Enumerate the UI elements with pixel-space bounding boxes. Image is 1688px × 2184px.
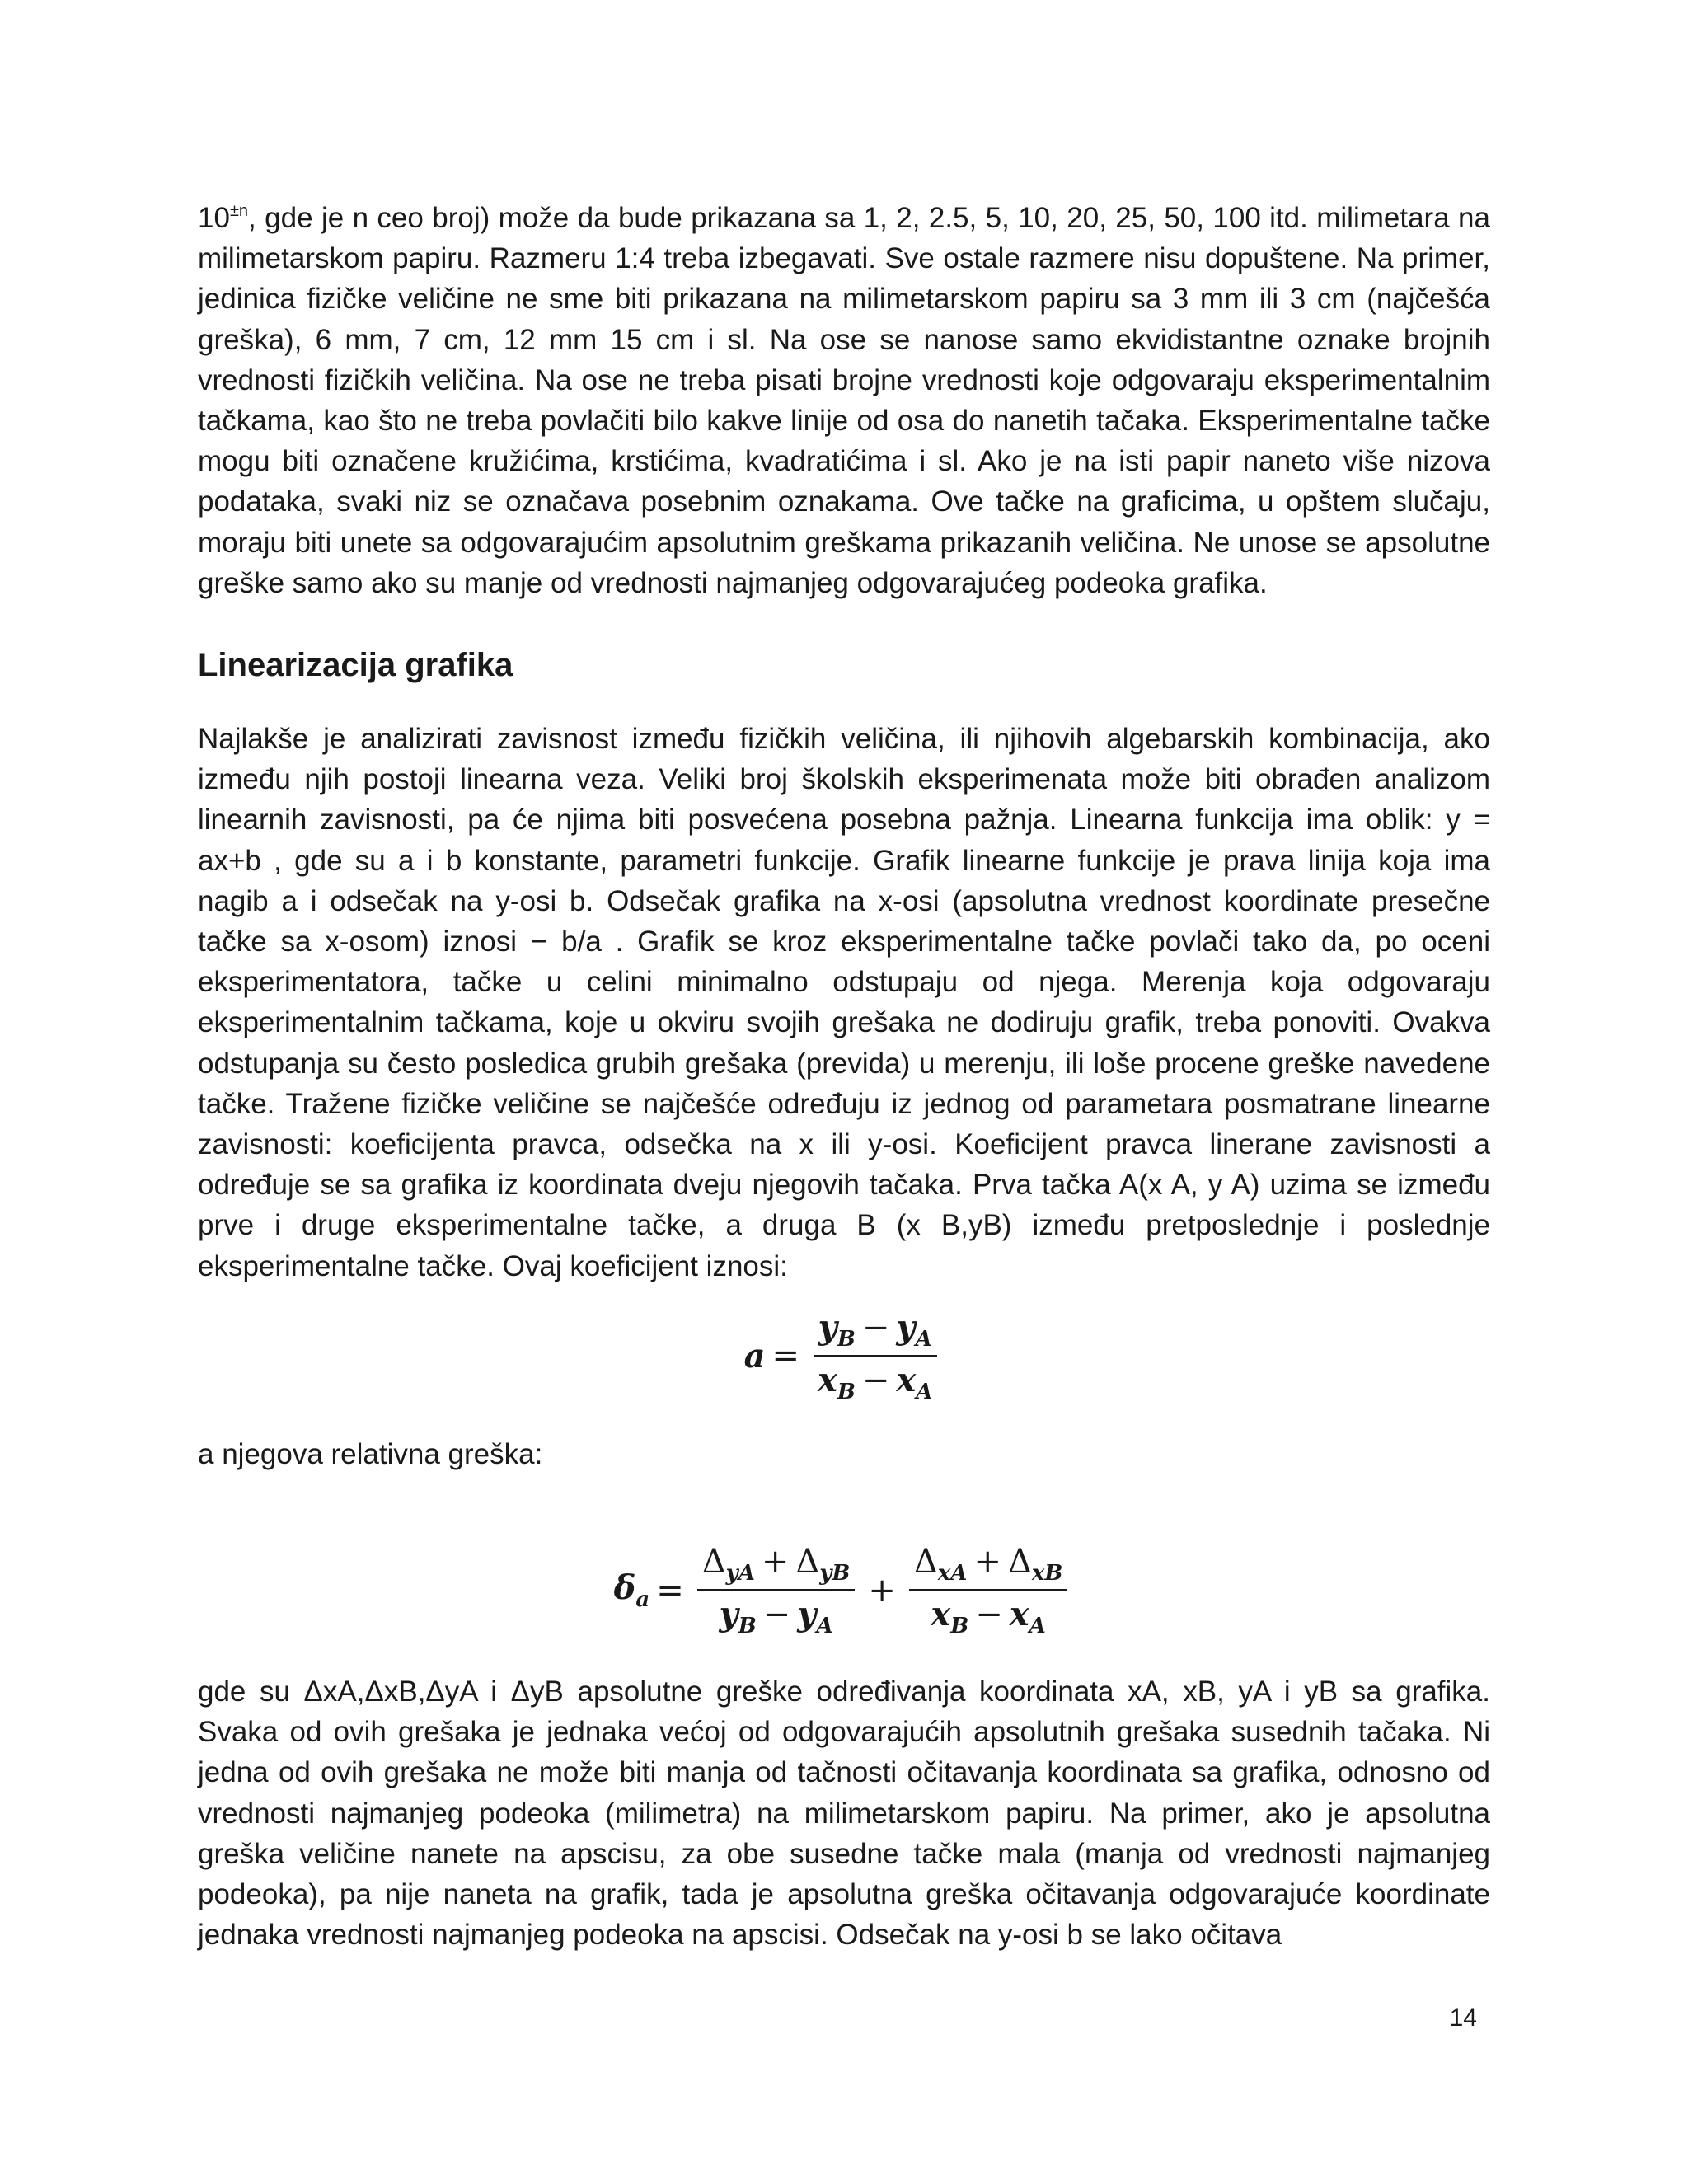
fraction [813,1308,937,1404]
var: x [896,1360,917,1399]
var: y [818,1307,837,1347]
superscript: ±n [229,202,249,220]
plus-sign: + [868,1571,896,1610]
subscript: A [915,1326,932,1352]
delta-symbol: Δ [701,1543,726,1582]
subscript: xB [1031,1561,1063,1586]
subscript: B [950,1614,969,1639]
numerator [697,1542,856,1591]
minus-sign: − [762,1596,791,1634]
paragraph-error-explanation: gde su ΔxA,ΔxB,ΔyA i ΔyB apsolutne greške određivanja koordinata xA, xB, yA i yB sa grafika. Svaka od ovih grešaka je jednaka većoj od odgovarajućih apsolutnih grešaka susednih tačaka. Ni jedna od ovih grešaka ne može biti manja od tačnosti očitavanja koordinata sa grafika, odnosno od vrednosti najmanjeg podeoka (milimetra) na milimetarskom papiru. Na primer, ako je apsolutna greška veličine nanete na apscisu, za obe susedne tačke mala (manja od vrednosti najmanjeg podeoka), pa nije naneta na grafik, tada je apsolutna greška očitavanja odgovarajuće koordinate jednaka vrednosti najmanjeg podeoka na apscisi. Odsečak na y-osi b se lako očitava [198,1675,1490,1952]
numerator [814,1308,937,1357]
var: y [719,1595,738,1634]
subscript: A [816,1614,833,1639]
denominator [813,1357,937,1404]
minus-sign: − [975,1596,1003,1634]
plus-sign: + [973,1543,1001,1582]
subscript: B [837,1326,856,1352]
equals-sign: = [656,1571,684,1610]
formula-slope [198,1308,1490,1404]
var: y [896,1307,916,1347]
section-heading: Linearizacija grafika [198,647,513,684]
paragraph-prefix: 10 [198,202,230,234]
var: x [1009,1595,1029,1634]
subscript: xA [937,1561,968,1586]
subscript: A [1029,1614,1046,1639]
plus-sign: + [761,1543,790,1582]
fraction-2 [909,1542,1067,1638]
var: x [931,1595,951,1634]
subscript: yA [725,1561,755,1586]
delta-symbol: Δ [1007,1543,1032,1582]
document-page [198,191,1490,1956]
paragraph-scale-rules [198,191,1490,603]
minus-sign: − [861,1361,890,1399]
var: y [797,1595,817,1634]
var: δ [613,1568,636,1608]
subscript: a [635,1587,650,1613]
minus-sign: − [861,1308,890,1347]
numerator [909,1542,1067,1591]
subscript: B [738,1614,757,1639]
denominator [714,1591,837,1638]
denominator [926,1591,1050,1638]
subscript: A [916,1379,933,1404]
formula-lhs: a [743,1336,766,1376]
subscript: B [837,1379,856,1404]
paragraph-relative-error: a njegova relativna greška: [198,1437,543,1470]
formula-lhs [614,1568,650,1612]
subscript: yB [819,1561,851,1586]
delta-symbol: Δ [795,1543,820,1582]
paragraph-linearization: Najlakše je analizirati zavisnost između fizičkih veličina, ili njihovih algebarskih kombinacija, ako između njih postoji linearna veza. Veliki broj školskih eksperimenata može biti obrađen analizom linearnih zavisnosti, pa će njima biti posvećena posebna pažnja. Linearna funkcija ima oblik: y = ax+b , gde su a i b konstante, parametri funkcije. Grafik linearne funkcije je prava linija koja ima nagib a i odsečak na y-osi b. Odsečak grafika na x-osi (apsolutna vrednost koordinate presečne tačke sa x-osom) iznosi − b/a . Grafik se kroz eksperimentalne tačke povlači tako da, po oceni eksperimentatora, tačke u celini minimalno odstupaju od njega. Merenja koja odgovaraju eksperimentalnim tačkama, koje u okviru svojih grešaka ne dodiruju grafik, treba ponoviti. Ovakva odstupanja su često posledica grubih grešaka (previda) u merenju, ili loše procene greške navedene tačke. Tražene fizičke veličine se najčešće određuju iz jednog od parametara posmatrane linearne zavisnosti: koeficijenta pravca, odsečka na x ili y-osi. Koeficijent pravca linerane zavisnosti a određuje se sa grafika iz koordinata dveju njegovih tačaka. Prva tačka A(x A, y A) uzima se između prve i druge eksperimentalne tačke, a druga B (x B,yB) između pretposlednje i poslednje eksperimentalne tačke. Ovaj koeficijent iznosi: [198,723,1490,1282]
page-number: 14 [1449,2004,1477,2032]
delta-symbol: Δ [913,1543,938,1582]
var: x [818,1360,837,1399]
paragraph-text: , gde je n ceo broj) može da bude prikazana sa 1, 2, 2.5, 5, 10, 20, 25, 50, 100 itd. milimetara na milimetarskom papiru. Razmeru 1:4 treba izbegavati. Sve ostale razmere nisu dopuštene. Na primer, jedinica fizičke veličine ne sme biti prikazana na milimetarskom papiru sa 3 mm ili 3 cm (najčešća greška), 6 mm, 7 cm, 12 mm 15 cm i sl. Na ose se nanose samo ekvidistantne oznake brojnih vrednosti fizičkih veličina. Na ose ne treba pisati brojne vrednosti koje odgovaraju eksperimentalnim tačkama, kao što ne treba povlačiti bilo kakve linije od osa do nanetih tačaka. Eksperimentalne tačke mogu biti označene kružićima, krstićima, kvadratićima i sl. Ako je na isti papir naneto više nizova podataka, svaki niz se označava posebnim oznakama. Ove tačke na graficima, u opštem slučaju, moraju biti unete sa odgovarajućim apsolutnim greškama prikazanih veličina. Ne unose se apsolutne greške samo ako su manje od vrednosti najmanjeg odgovarajućeg podeoka grafika. [198,202,1490,599]
formula-relative-error [198,1542,1490,1638]
equals-sign: = [771,1337,800,1376]
fraction-1 [697,1542,856,1638]
